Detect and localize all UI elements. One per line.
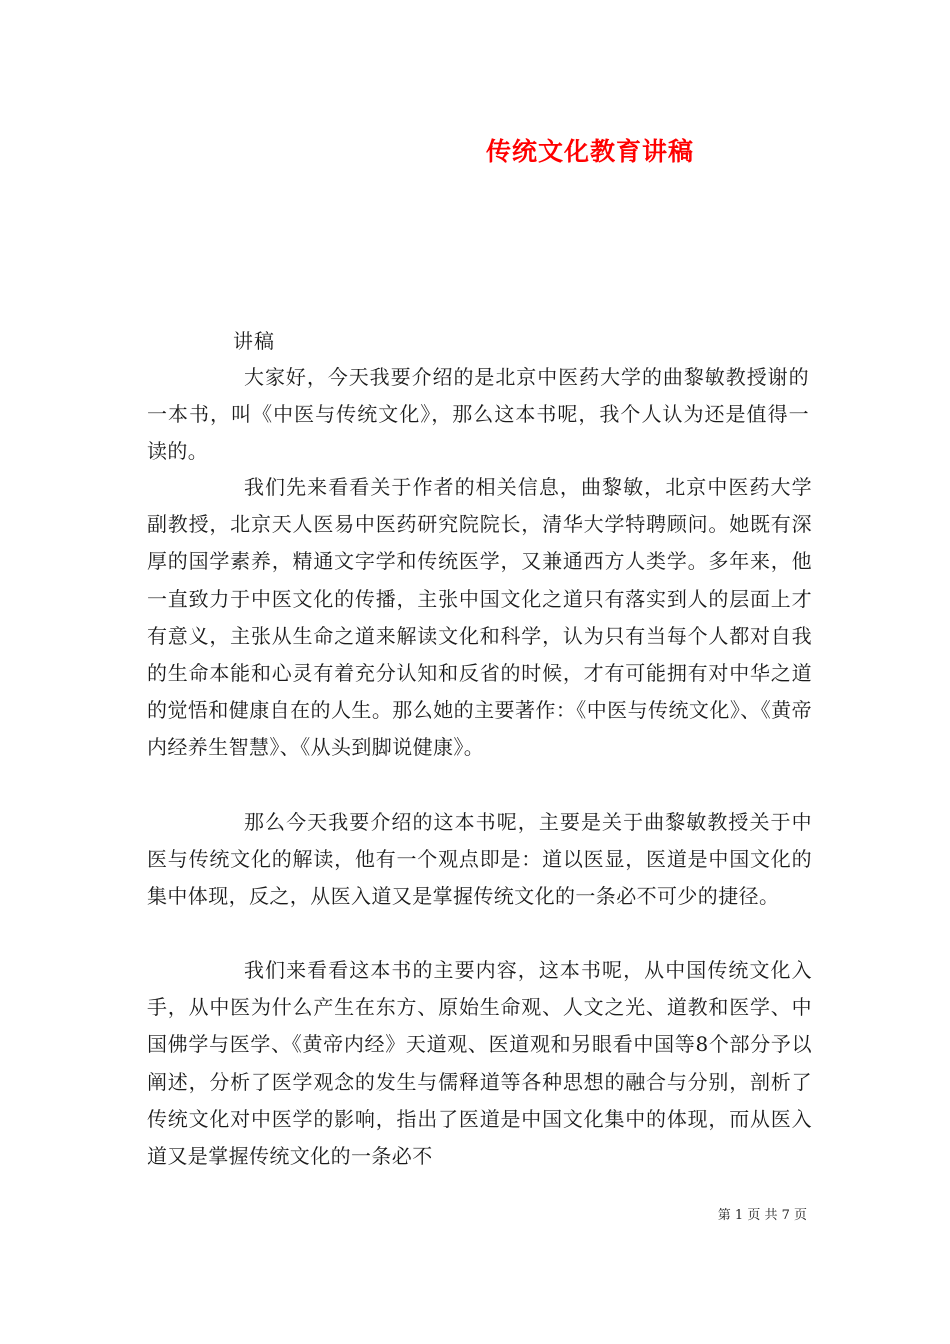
page-number: 第 1 页 共 7 页 [717, 1208, 807, 1223]
document-title: 传统文化教育讲稿 [485, 137, 694, 166]
paragraph-author: 我们先来看看关于作者的相关信息，曲黎敏，北京中医药大学副教授，北京天人医易中医药研究院院长，清华大学特聘顾问。她既有深厚的国学素养，精通文字学和传统医学，又兼通西方人类学。多年来，他一直致力于中医文化的传播，主张中国文化之道只有落实到人的层面上才有意义，主张从生命之道来解读文化和科学，认为只有当每个人都对自我的生命本能和心灵有着充分认知和反省的时候，才有可能拥有对中华之道的觉悟和健康自在的人生。那么她的主要著作：《中医与传统文化》、《黄帝内经养生智慧》、《从头到脚说健康》。 [147, 475, 812, 760]
paragraph-contents: 我们来看看这本书的主要内容，这本书呢，从中国传统文化入手，从中医为什么产生在东方、原始生命观、人文之光、道教和医学、中国佛学与医学、《黄帝内经》天道观、医道观和另眼看中国等8个部分予以阐述，分析了医学观念的发生与儒释道等各种思想的融合与分别，剖析了传统文化对中医学的影响，指出了医道是中国文化集中的体现，而从医入道又是掌握传统文化的一条必不 [147, 958, 812, 1169]
document-label: 讲稿 [233, 329, 275, 353]
paragraph-viewpoint: 那么今天我要介绍的这本书呢，主要是关于曲黎敏教授关于中医与传统文化的解读，他有一个观点即是：道以医显，医道是中国文化的集中体现，反之，从医入道又是掌握传统文化的一条必不可少的捷径。 [147, 810, 812, 909]
paragraph-intro: 大家好，今天我要介绍的是北京中医药大学的曲黎敏教授谢的一本书，叫《中医与传统文化》，那么这本书呢，我个人认为还是值得一读的。 [147, 365, 809, 464]
